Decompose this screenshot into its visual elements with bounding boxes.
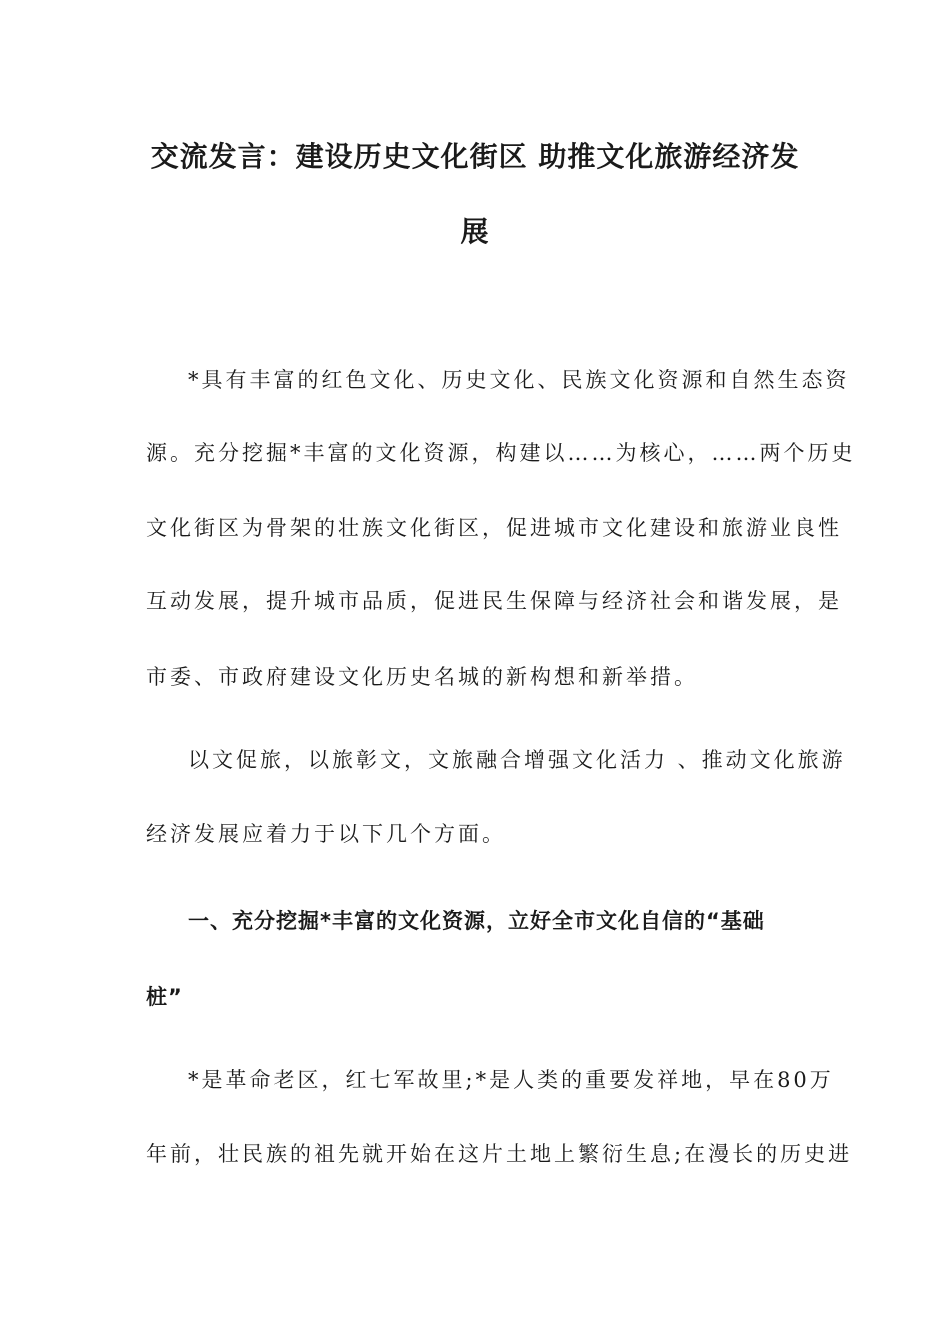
paragraph-line: 文化街区为骨架的壮族文化街区，促进城市文化建设和旅游业良性	[146, 516, 842, 540]
paragraph-line: 源。充分挖掘*丰富的文化资源，构建以……为核心，……两个历史	[146, 441, 856, 465]
paragraph-line: 以文促旅，以旅彰文，文旅融合增强文化活力 、推动文化旅游	[188, 748, 846, 772]
section-heading-line: 一、充分挖掘*丰富的文化资源，立好全市文化自信的“基础	[188, 909, 765, 933]
section-heading-line: 桩”	[146, 985, 183, 1009]
paragraph-line: *是革命老区，红七军故里;*是人类的重要发祥地，早在80万	[188, 1068, 834, 1092]
document-title-line-2: 展	[460, 215, 490, 248]
paragraph-line: *具有丰富的红色文化、历史文化、民族文化资源和自然生态资	[188, 368, 850, 392]
document-title-line-1: 交流发言：建设历史文化街区 助推文化旅游经济发	[150, 140, 800, 173]
paragraph-line: 经济发展应着力于以下几个方面。	[146, 822, 506, 846]
paragraph-line: 市委、市政府建设文化历史名城的新构想和新举措。	[146, 665, 698, 689]
paragraph-line: 年前，壮民族的祖先就开始在这片土地上繁衍生息;在漫长的历史进	[146, 1142, 853, 1166]
paragraph-line: 互动发展，提升城市品质，促进民生保障与经济社会和谐发展，是	[146, 589, 842, 613]
